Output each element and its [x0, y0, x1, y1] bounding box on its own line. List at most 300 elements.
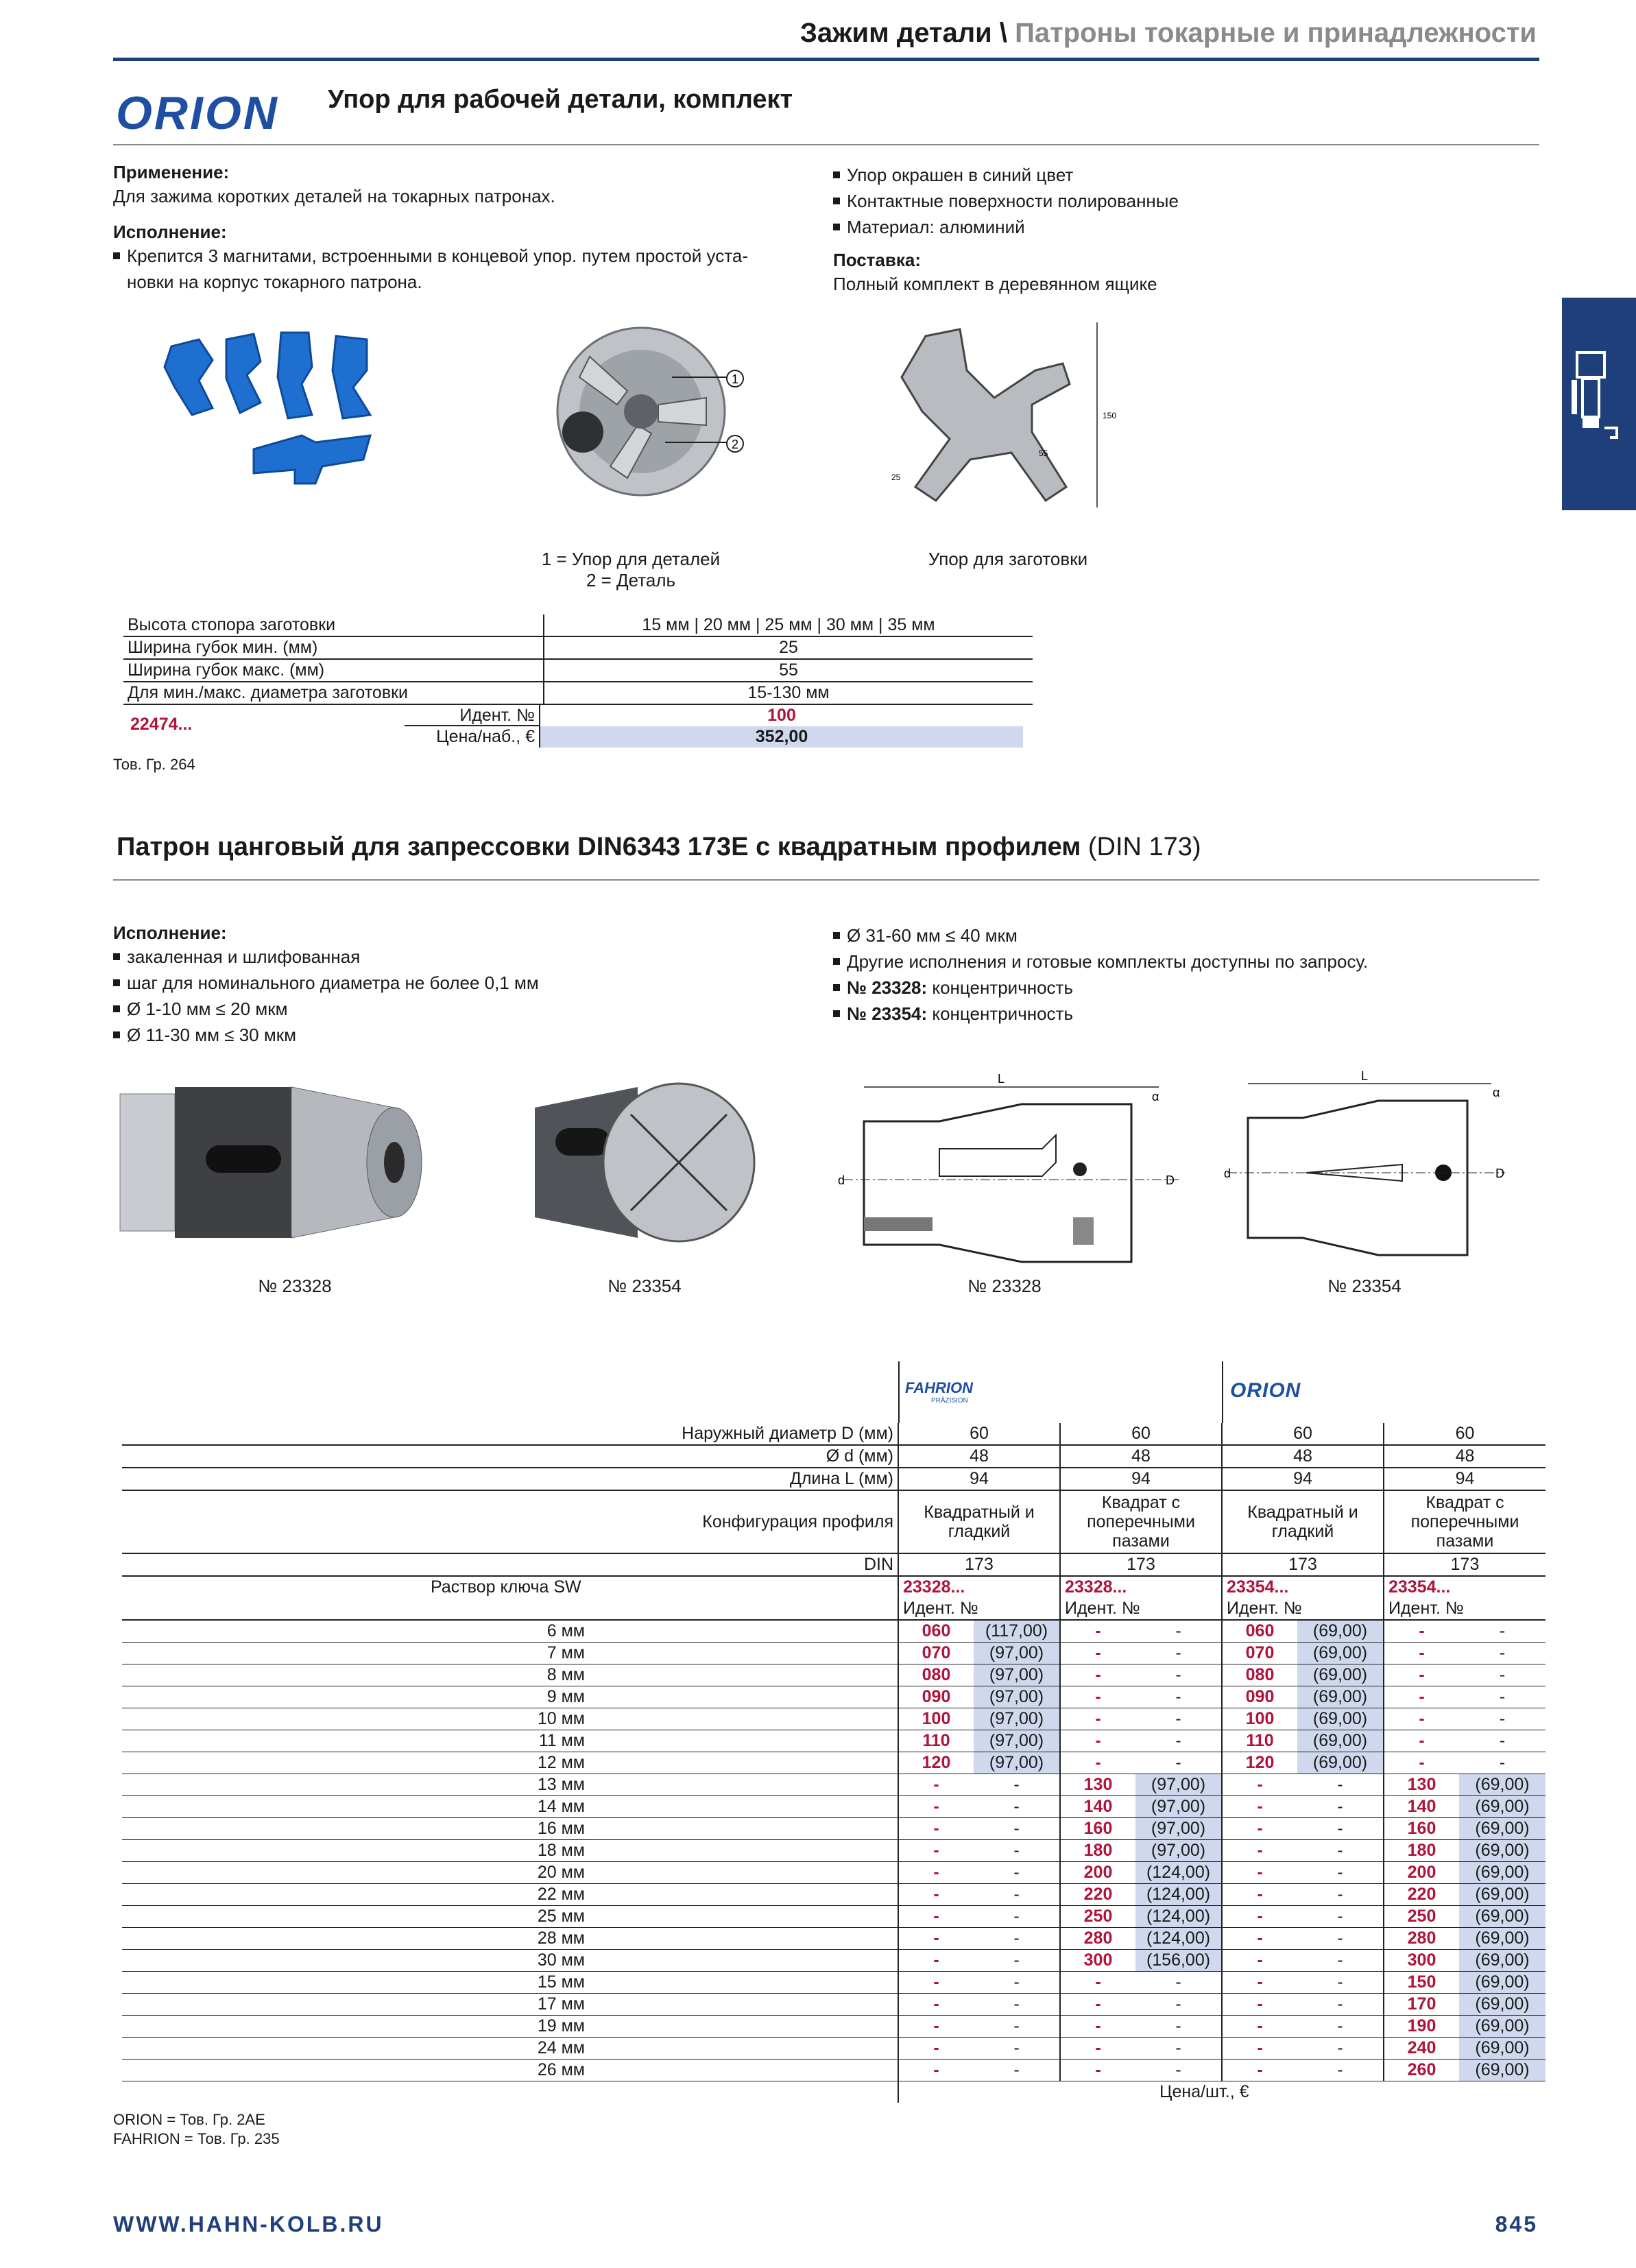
ident-number: 180: [1384, 1840, 1459, 1862]
price-value: (69,00): [1459, 1906, 1545, 1928]
price-value: (69,00): [1297, 1620, 1384, 1643]
price-value: -: [1297, 1796, 1384, 1818]
spec-row-label: Наружный диаметр D (мм): [122, 1423, 898, 1445]
sw-size: 7 мм: [122, 1643, 898, 1664]
table-row: [122, 1994, 1545, 2016]
sw-size: 13 мм: [122, 1774, 898, 1796]
sw-size: 12 мм: [122, 1752, 898, 1774]
ident-number: -: [898, 1928, 974, 1950]
delivery-label: Поставка:: [833, 250, 921, 270]
table-row: [122, 1950, 1545, 1972]
ident-number: -: [1222, 1994, 1297, 2016]
ident-number: 100: [898, 1708, 974, 1730]
spec-row-value: Квадрат с поперечными пазами: [1384, 1490, 1545, 1553]
ident-label: Идент. №: [1060, 1598, 1222, 1620]
ident-number: -: [1222, 1840, 1297, 1862]
table-row: [122, 1643, 1545, 1664]
header-section: Патроны токарные и принадлежности: [1015, 18, 1537, 48]
price-value: (97,00): [974, 1643, 1060, 1664]
execution-label: Исполнение:: [113, 222, 227, 242]
spec-row-value: 60: [1222, 1423, 1384, 1445]
header-main: Зажим детали: [799, 18, 992, 48]
ident-number: -: [898, 2060, 974, 2081]
price-value: -: [974, 1928, 1060, 1950]
ident-number: 160: [1384, 1818, 1459, 1840]
price-value: -: [1297, 1884, 1384, 1906]
price-value: -: [1297, 1774, 1384, 1796]
page-number: 845: [1495, 2212, 1538, 2236]
caption-photo-23354: № 23354: [608, 1276, 682, 1296]
feature-item: Упор окрашен в синий цвет: [833, 162, 1539, 188]
spec-label: Высота стопора заготовки: [123, 614, 544, 636]
sw-label: Раствор ключа SW: [122, 1576, 898, 1620]
price-value: (69,00): [1459, 2060, 1545, 2081]
sw-size: 8 мм: [122, 1664, 898, 1686]
price-value: -: [1135, 2038, 1222, 2060]
ident-number: 280: [1060, 1928, 1135, 1950]
svg-text:2: 2: [731, 438, 739, 451]
chuck-image: [549, 315, 754, 504]
price-note-row: [122, 2081, 1545, 2103]
price-value: (69,00): [1459, 1884, 1545, 1906]
table-row: [122, 2016, 1545, 2038]
price-value: -: [1297, 1818, 1384, 1840]
footer-url-link[interactable]: WWW.HAHN-KOLB.RU: [113, 2212, 384, 2236]
price-value: (69,00): [1459, 1950, 1545, 1972]
ident-number: 120: [1222, 1752, 1297, 1774]
svg-text:α: α: [1493, 1086, 1500, 1099]
price-value: -: [1297, 2016, 1384, 2038]
spec-row-value: 173: [898, 1553, 1060, 1576]
ident-number: 260: [1384, 2060, 1459, 2081]
spec-row-value: 48: [1060, 1445, 1222, 1468]
price-label: Цена/наб., €: [436, 727, 535, 746]
price-value: (69,00): [1459, 2016, 1545, 2038]
chuck-tool-icon: [1562, 298, 1636, 510]
table-row: [122, 1752, 1545, 1774]
price-value: -: [1135, 1686, 1222, 1708]
price-value: -: [974, 2060, 1060, 2081]
price-value: (69,00): [1297, 1664, 1384, 1686]
ident-number: 180: [1060, 1840, 1135, 1862]
ident-number: -: [1222, 1862, 1297, 1884]
sw-size: 10 мм: [122, 1708, 898, 1730]
price-value: (97,00): [1135, 1774, 1222, 1796]
ident-number: -: [1222, 2060, 1297, 2081]
ident-number: -: [1384, 1708, 1459, 1730]
sw-size: 26 мм: [122, 2060, 898, 2081]
price-value: (69,00): [1459, 1972, 1545, 1994]
ident-number: -: [1060, 1664, 1135, 1686]
price-value: (69,00): [1297, 1643, 1384, 1664]
ident-number: -: [1222, 1972, 1297, 1994]
ident-number: 080: [1222, 1664, 1297, 1686]
spec-row-label: Ø d (мм): [122, 1445, 898, 1468]
execution-list: [113, 243, 813, 295]
spec-row: [122, 1468, 1545, 1490]
table-row: [122, 1884, 1545, 1906]
price-value: (69,00): [1297, 1686, 1384, 1708]
price-value: -: [1135, 2016, 1222, 2038]
callout-1: [725, 368, 746, 392]
table-row: [122, 1818, 1545, 1840]
ident-number: 170: [1384, 1994, 1459, 2016]
product1-left-text: [113, 162, 813, 295]
sw-size: 28 мм: [122, 1928, 898, 1950]
price-value: (124,00): [1135, 1906, 1222, 1928]
spec-row-value: 173: [1222, 1553, 1384, 1576]
sw-size: 14 мм: [122, 1796, 898, 1818]
price-value: (69,00): [1459, 2038, 1545, 2060]
header-rule: [113, 58, 1539, 61]
collet-23354-photo: [528, 1066, 768, 1262]
sw-size: 22 мм: [122, 1884, 898, 1906]
ident-number: -: [1384, 1730, 1459, 1752]
blue-stops-image: [158, 319, 418, 508]
article-row: [122, 1576, 1545, 1598]
price-value: -: [1135, 1620, 1222, 1643]
table-row: [122, 1708, 1545, 1730]
product2-table: [122, 1423, 1545, 2103]
spec-row-value: 173: [1060, 1553, 1222, 1576]
price-value: -: [974, 2038, 1060, 2060]
price-value: -: [1135, 1994, 1222, 2016]
ident-number: -: [898, 1906, 974, 1928]
ident-number: -: [898, 1796, 974, 1818]
execution-item: Ø 1-10 мм ≤ 20 мкм: [113, 996, 813, 1022]
ident-number: -: [1060, 1730, 1135, 1752]
page-header: [800, 18, 1537, 49]
ident-number: -: [1384, 1643, 1459, 1664]
ident-number: -: [1222, 2038, 1297, 2060]
spec-row-value: 48: [1384, 1445, 1545, 1468]
product2-title: Патрон цанговый для запрессовки DIN6343 173E с квадратным профилем (DIN 173): [117, 833, 1201, 861]
spec-row-value: 173: [1384, 1553, 1545, 1576]
spec-row-value: Квадрат с поперечными пазами: [1060, 1490, 1222, 1553]
price-value: (69,00): [1459, 1994, 1545, 2016]
price-value: (117,00): [974, 1620, 1060, 1643]
ident-number: -: [1060, 2060, 1135, 2081]
table-row: [122, 1730, 1545, 1752]
spec-value: 15-130 мм: [544, 682, 1033, 704]
price-value: (124,00): [1135, 1884, 1222, 1906]
spec-row-value: Квадратный и гладкий: [898, 1490, 1060, 1553]
price-value: -: [1459, 1752, 1545, 1774]
price-value: (97,00): [974, 1730, 1060, 1752]
sw-size: 30 мм: [122, 1950, 898, 1972]
price-value: -: [974, 1972, 1060, 1994]
table-row: [122, 1972, 1545, 1994]
price-value: (97,00): [1135, 1796, 1222, 1818]
price-value: -: [1459, 1730, 1545, 1752]
ident-number: 090: [1222, 1686, 1297, 1708]
price-value: -: [1135, 1972, 1222, 1994]
ident-number: 110: [1222, 1730, 1297, 1752]
ident-number: -: [1222, 1950, 1297, 1972]
ident-number: -: [898, 1774, 974, 1796]
price-value: (97,00): [1135, 1818, 1222, 1840]
collet-23354-drawing: [1224, 1066, 1512, 1276]
product1-rule: [113, 144, 1539, 145]
spec-row-label: Конфигурация профиля: [122, 1490, 898, 1553]
ident-number: 240: [1384, 2038, 1459, 2060]
price-value: (69,00): [1459, 1928, 1545, 1950]
price-value: (69,00): [1459, 1862, 1545, 1884]
ident-number: 110: [898, 1730, 974, 1752]
ident-number: 060: [898, 1620, 974, 1643]
application-text: Для зажима коротких деталей на токарных патронах.: [113, 186, 555, 206]
ident-number: -: [1222, 1928, 1297, 1950]
ident-number: -: [1060, 1708, 1135, 1730]
chuck-caption: 1 = Упор для деталей 2 = Деталь: [541, 549, 721, 590]
ident-number: 130: [1384, 1774, 1459, 1796]
price-value: -: [1297, 1906, 1384, 1928]
price-value: (97,00): [974, 1686, 1060, 1708]
price-value: -: [1297, 1994, 1384, 2016]
price-value: -: [974, 1994, 1060, 2016]
orion-logo: [113, 88, 319, 142]
ident-number: -: [898, 2038, 974, 2060]
article-number: 23328...: [1060, 1576, 1222, 1598]
stop-caption: Упор для заготовки: [928, 549, 1088, 569]
article-number: 23328...: [898, 1576, 1060, 1598]
spec-label: Ширина губок мин. (мм): [123, 636, 544, 659]
sw-size: 17 мм: [122, 1994, 898, 2016]
price-value: -: [1135, 1643, 1222, 1664]
table-row: [122, 1664, 1545, 1686]
ident-number: 250: [1060, 1906, 1135, 1928]
svg-text:d: d: [1224, 1167, 1231, 1180]
ident-number: 060: [1222, 1620, 1297, 1643]
ident-number: 300: [1060, 1950, 1135, 1972]
collet-23328-photo: [113, 1066, 463, 1262]
product1-title: Упор для рабочей детали, комплект: [328, 85, 793, 114]
price-value: -: [974, 1818, 1060, 1840]
execution-item: закаленная и шлифованная: [113, 944, 813, 970]
spec-row-value: 94: [1060, 1468, 1222, 1490]
article-number: 22474...: [130, 715, 193, 734]
feature-item: № 23328: концентричность: [833, 975, 1539, 1001]
ident-label: Идент. №: [405, 705, 539, 726]
ident-number: 250: [1384, 1906, 1459, 1928]
spec-row-value: 94: [1222, 1468, 1384, 1490]
feature-item: Ø 31-60 мм ≤ 40 мкм: [833, 922, 1539, 948]
ident-number: -: [1384, 1686, 1459, 1708]
sw-size: 20 мм: [122, 1862, 898, 1884]
spec-row-value: 94: [1384, 1468, 1545, 1490]
svg-text:150: 150: [1103, 411, 1117, 420]
price-value: -: [1459, 1620, 1545, 1643]
ident-number: -: [898, 1884, 974, 1906]
price-value: -: [974, 2016, 1060, 2038]
price-value: (69,00): [1297, 1730, 1384, 1752]
price-value: -: [974, 1774, 1060, 1796]
table-row: [122, 1686, 1545, 1708]
table-row: [122, 1906, 1545, 1928]
product2-group-notes: ORION = Тов. Гр. 2AE FAHRION = Тов. Гр. 235: [113, 2111, 280, 2147]
sw-size: 24 мм: [122, 2038, 898, 2060]
ident-number: 070: [1222, 1643, 1297, 1664]
svg-text:25: 25: [891, 473, 901, 482]
price-value: -: [1135, 2060, 1222, 2081]
table-row: [122, 1928, 1545, 1950]
ident-number: -: [898, 1840, 974, 1862]
collet-23328-drawing: [837, 1066, 1193, 1276]
price-value: -: [974, 1884, 1060, 1906]
ident-number: -: [1060, 2016, 1135, 2038]
execution-label: Исполнение:: [113, 922, 227, 943]
ident-number: 150: [1384, 1972, 1459, 1994]
product2-left-text: [113, 922, 813, 1048]
product1-group-note: Тов. Гр. 264: [113, 756, 195, 773]
ident-number: -: [898, 1972, 974, 1994]
svg-text:L: L: [998, 1072, 1005, 1086]
fahrion-logo-sub: PRÄZISION: [931, 1397, 968, 1405]
sw-size: 18 мм: [122, 1840, 898, 1862]
price-value: -: [1135, 1664, 1222, 1686]
price-value: -: [1459, 1664, 1545, 1686]
spec-row: [122, 1553, 1545, 1576]
caption-drawing-23328: № 23328: [967, 1276, 1042, 1296]
price-value: -: [974, 1840, 1060, 1862]
header-separator: \: [991, 18, 1015, 48]
price-value: -: [1297, 2060, 1384, 2081]
svg-text:α: α: [1152, 1090, 1159, 1103]
ident-number: 080: [898, 1664, 974, 1686]
feature-item: Материал: алюминий: [833, 214, 1539, 240]
price-value: -: [974, 1862, 1060, 1884]
ident-number: -: [898, 1818, 974, 1840]
sw-size: 25 мм: [122, 1906, 898, 1928]
spec-value: 55: [544, 659, 1033, 682]
svg-text:L: L: [1361, 1069, 1369, 1083]
price-value: (69,00): [1459, 1774, 1545, 1796]
price-value: (69,00): [1297, 1708, 1384, 1730]
spec-row-value: 60: [898, 1423, 1060, 1445]
spec-row-label: DIN: [122, 1553, 898, 1576]
ident-number: 220: [1384, 1884, 1459, 1906]
spec-row-value: 60: [1060, 1423, 1222, 1445]
price-value: (124,00): [1135, 1862, 1222, 1884]
price-value: (69,00): [1459, 1840, 1545, 1862]
table-row: [122, 1620, 1545, 1643]
table-row: [122, 1774, 1545, 1796]
price-value: -: [1135, 1752, 1222, 1774]
price-value: -: [974, 1950, 1060, 1972]
chapter-tab[interactable]: [1562, 298, 1636, 510]
article-number: 23354...: [1222, 1576, 1384, 1598]
price-note: Цена/шт., €: [898, 2081, 1545, 2103]
delivery-text: Полный комплект в деревянном ящике: [833, 274, 1157, 294]
ident-label: Идент. №: [1222, 1598, 1384, 1620]
sw-size: 11 мм: [122, 1730, 898, 1752]
ident-number: -: [1060, 1752, 1135, 1774]
ident-number: 120: [898, 1752, 974, 1774]
orion-brand-cell: [1222, 1361, 1547, 1423]
ident-number: 100: [1222, 1708, 1297, 1730]
price-value: -: [1459, 1686, 1545, 1708]
price-value: (69,00): [1459, 1818, 1545, 1840]
price-value: 352,00: [540, 726, 1023, 748]
product1-right-text: [833, 162, 1539, 297]
ident-number: -: [898, 1994, 974, 2016]
ident-number: 220: [1060, 1884, 1135, 1906]
ident-number: 300: [1384, 1950, 1459, 1972]
table-row: [122, 1796, 1545, 1818]
sw-size: 19 мм: [122, 2016, 898, 2038]
feature-item: Контактные поверхности полированные: [833, 188, 1539, 214]
price-value: (97,00): [974, 1708, 1060, 1730]
sw-size: 16 мм: [122, 1818, 898, 1840]
price-value: -: [1459, 1643, 1545, 1664]
ident-number: -: [1060, 1686, 1135, 1708]
price-value: -: [1297, 1840, 1384, 1862]
ident-number: -: [1222, 1884, 1297, 1906]
execution-item: Ø 11-30 мм ≤ 30 мкм: [113, 1022, 813, 1048]
svg-text:1: 1: [731, 372, 739, 386]
ident-number: -: [898, 2016, 974, 2038]
product2-rule: [113, 879, 1539, 881]
table-row: [122, 1840, 1545, 1862]
spec-row-value: 94: [898, 1468, 1060, 1490]
ident-number: -: [1060, 1643, 1135, 1664]
ident-number: 070: [898, 1643, 974, 1664]
ident-number: -: [1222, 1818, 1297, 1840]
svg-text:55: 55: [1039, 449, 1048, 458]
price-value: (124,00): [1135, 1928, 1222, 1950]
feature-item: № 23354: концентричность: [833, 1001, 1539, 1027]
price-value: -: [1459, 1708, 1545, 1730]
ident-label: Идент. №: [898, 1598, 1060, 1620]
callout-2: [725, 433, 746, 457]
price-value: (69,00): [1459, 1796, 1545, 1818]
workpiece-stop-drawing: [885, 315, 1138, 518]
execution-item: шаг для номинального диаметра не более 0,1 мм: [113, 970, 813, 996]
ident-number: 130: [1060, 1774, 1135, 1796]
ident-number: 090: [898, 1686, 974, 1708]
spec-row: [122, 1423, 1545, 1445]
ident-number: 280: [1384, 1928, 1459, 1950]
ident-number: 140: [1384, 1796, 1459, 1818]
ident-number: -: [1222, 1796, 1297, 1818]
svg-text:ORION: ORION: [116, 88, 279, 139]
spec-row-value: 48: [898, 1445, 1060, 1468]
sw-size: 6 мм: [122, 1620, 898, 1643]
fahrion-logo: FAHRION: [905, 1379, 973, 1396]
price-value: -: [1135, 1708, 1222, 1730]
ident-number: -: [1384, 1664, 1459, 1686]
product1-spec-table: [123, 614, 1033, 748]
spec-row-value: Квадратный и гладкий: [1222, 1490, 1384, 1553]
ident-number: 140: [1060, 1796, 1135, 1818]
price-value: -: [1297, 1972, 1384, 1994]
svg-text:d: d: [838, 1173, 845, 1187]
spec-row-label: Длина L (мм): [122, 1468, 898, 1490]
ident-number: 200: [1060, 1862, 1135, 1884]
orion-logo-small: ORION: [1230, 1379, 1301, 1402]
article-number: 23354...: [1384, 1576, 1545, 1598]
ident-number: -: [1384, 1620, 1459, 1643]
ident-number: 200: [1384, 1862, 1459, 1884]
sw-size: 9 мм: [122, 1686, 898, 1708]
application-label: Применение:: [113, 162, 230, 182]
table-row: [122, 2060, 1545, 2081]
price-value: (156,00): [1135, 1950, 1222, 1972]
price-value: (97,00): [1135, 1840, 1222, 1862]
caption-drawing-23354: № 23354: [1327, 1276, 1402, 1296]
sw-size: 15 мм: [122, 1972, 898, 1994]
spec-value: 25: [544, 636, 1033, 659]
